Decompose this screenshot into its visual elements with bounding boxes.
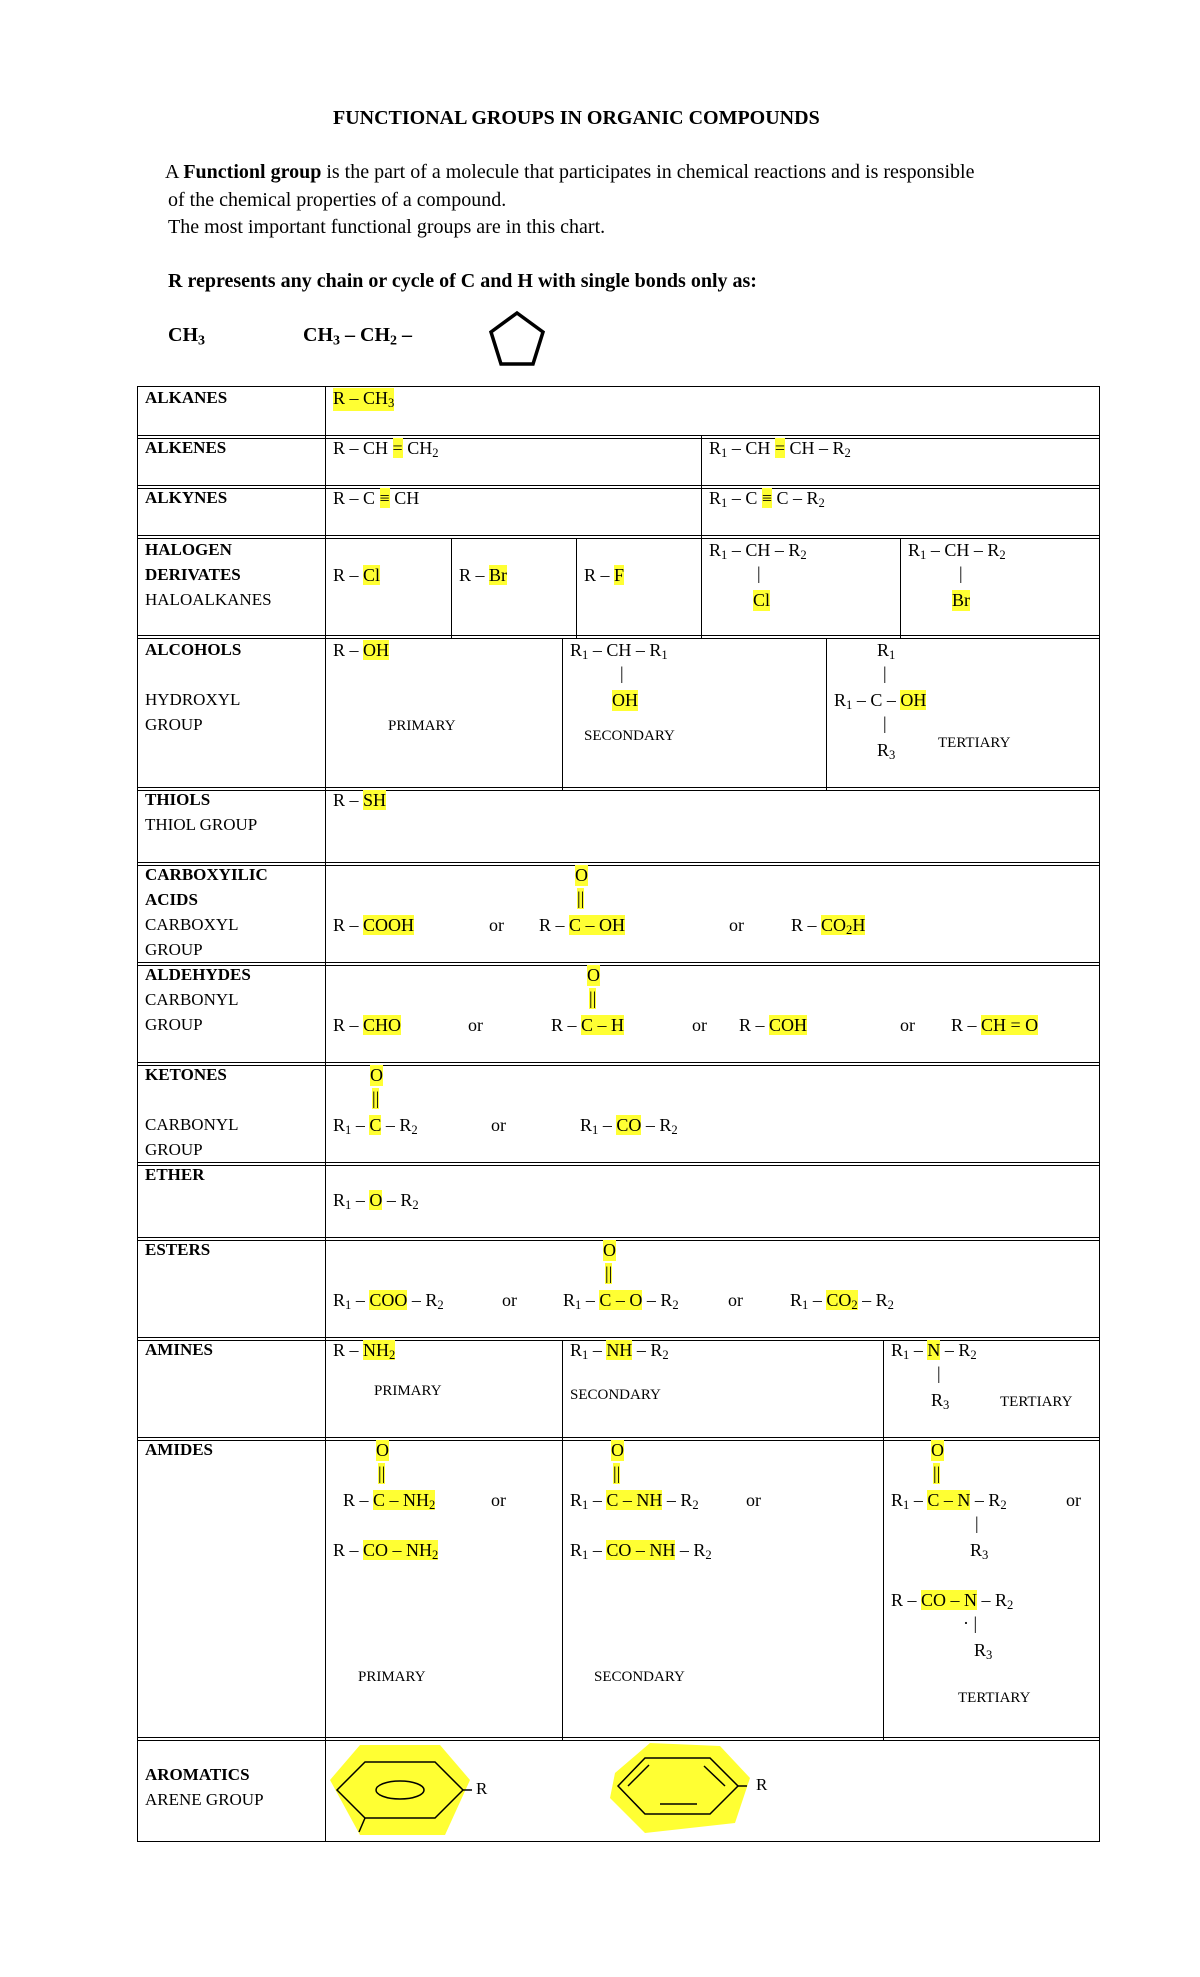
ester-o: O bbox=[603, 1240, 616, 1260]
label-esters: ESTERS bbox=[145, 1240, 211, 1259]
formula-amine-tertiary: $R_1$ – N – $R_2$ bbox=[891, 1340, 977, 1363]
alcohol-primary-label: PRIMARY bbox=[388, 718, 456, 734]
formula-amide-tertiary-2: R – CO – N – $R_2$ bbox=[891, 1590, 1014, 1613]
label-arene-group: ARENE GROUP bbox=[145, 1790, 264, 1809]
r-definition: R represents any chain or cycle of C and H with single bonds only as: bbox=[168, 270, 757, 292]
amine-primary-label: PRIMARY bbox=[374, 1383, 442, 1399]
formula-chloro-sec: $R_1$ – CH – $R_2$ bbox=[709, 540, 807, 563]
or-text: or bbox=[692, 1015, 707, 1035]
aromatic-r-2: R bbox=[756, 1775, 768, 1794]
formula-alkene-1: R – CH = $CH_2$ bbox=[333, 438, 439, 461]
label-derivates: DERIVATES bbox=[145, 565, 241, 584]
label-ketone-group: GROUP bbox=[145, 1140, 203, 1159]
formula-ether: $R_1$ – O – $R_2$ bbox=[333, 1190, 419, 1213]
label-carboxyl-group: GROUP bbox=[145, 940, 203, 959]
formula-chloro-sec-cl: Cl bbox=[753, 590, 771, 610]
label-hydroxyl: HYDROXYL bbox=[145, 690, 241, 709]
formula-ketone-1: $R_1$ – C – $R_2$ bbox=[333, 1115, 418, 1138]
label-alcohols: ALCOHOLS bbox=[145, 640, 242, 659]
label-aldehyde-group: GROUP bbox=[145, 1015, 203, 1034]
alcohol-secondary-label: SECONDARY bbox=[584, 728, 675, 744]
amide-tertiary-o: O bbox=[931, 1440, 944, 1460]
carboxylic-o: O bbox=[575, 865, 588, 885]
bond-vbar: | bbox=[757, 563, 761, 583]
label-ketones: KETONES bbox=[145, 1065, 227, 1084]
aldehyde-dbl: || bbox=[589, 988, 597, 1008]
amide-primary-label: PRIMARY bbox=[358, 1669, 426, 1685]
amide-secondary-o: O bbox=[611, 1440, 624, 1460]
formula-c-h: R – C – H bbox=[551, 1015, 625, 1035]
benzene-kekule-icon bbox=[605, 1738, 768, 1838]
formula-alkene-2: $R_1$ – CH = CH – $R_2$ bbox=[709, 438, 851, 461]
label-aromatics: AROMATICS bbox=[145, 1765, 250, 1784]
formula-alkyne-1: R – C ≡ CH bbox=[333, 488, 420, 508]
or-text: or bbox=[900, 1015, 915, 1035]
bond-vbar: | bbox=[975, 1513, 979, 1533]
or-text: or bbox=[729, 915, 744, 935]
intro-line-3: The most important functional groups are in this chart. bbox=[168, 216, 606, 238]
formula-alcohol-secondary: $R_1$ – CH – $R_1$ bbox=[570, 640, 668, 663]
label-thiol-group: THIOL GROUP bbox=[145, 815, 258, 834]
intro-line-2: of the chemical properties of a compound. bbox=[168, 189, 507, 211]
or-text: or bbox=[489, 915, 504, 935]
formula-amide-primary-2: R – CO – $NH_2$ bbox=[333, 1540, 439, 1563]
formula-ch-o: R – CH = O bbox=[951, 1015, 1039, 1035]
label-alkynes: ALKYNES bbox=[145, 488, 228, 507]
amide-tertiary-label: TERTIARY bbox=[958, 1690, 1031, 1706]
formula-alcohol-primary: R – OH bbox=[333, 640, 390, 660]
formula-amide-tertiary-1: $R_1$ – C – N – $R_2$ bbox=[891, 1490, 1007, 1513]
formula-amine-secondary: $R_1$ – NH – $R_2$ bbox=[570, 1340, 669, 1363]
bond-vbar: | bbox=[959, 563, 963, 583]
formula-alcohol-tertiary-r1-top: $R_1$ bbox=[877, 640, 896, 663]
label-ether: ETHER bbox=[145, 1165, 205, 1184]
label-amines: AMINES bbox=[145, 1340, 214, 1359]
amine-tertiary-label: TERTIARY bbox=[1000, 1394, 1073, 1410]
bond-vbar: | bbox=[620, 663, 624, 683]
bond-vbar: | bbox=[883, 663, 887, 683]
formula-amide-tertiary-r3-a: $R_3$ bbox=[970, 1540, 989, 1563]
label-carboxyl: CARBOXYL bbox=[145, 915, 239, 934]
benzene-ring-icon bbox=[325, 1740, 495, 1840]
or-text: or bbox=[1066, 1490, 1081, 1510]
formula-bromo-sec-br: Br bbox=[952, 590, 970, 610]
formula-ester-3: $R_1 - CO_2 - R_2$ bbox=[790, 1290, 894, 1313]
label-alkenes: ALKENES bbox=[145, 438, 227, 457]
aromatic-r-1: R bbox=[476, 1779, 488, 1798]
formula-alcohol-tertiary: $R_1$ – C – OH bbox=[834, 690, 927, 713]
label-aldehydes: ALDEHYDES bbox=[145, 965, 251, 984]
or-text: or bbox=[468, 1015, 483, 1035]
page-title: FUNCTIONAL GROUPS IN ORGANIC COMPOUNDS bbox=[333, 107, 820, 129]
formula-amine-tertiary-r3: $R_3$ bbox=[931, 1390, 950, 1413]
label-alkanes: ALKANES bbox=[145, 388, 228, 407]
amine-secondary-label: SECONDARY bbox=[570, 1387, 661, 1403]
amide-secondary-dbl: || bbox=[613, 1463, 621, 1483]
alcohol-tertiary-label: TERTIARY bbox=[938, 735, 1011, 751]
formula-thiol: R – SH bbox=[333, 790, 387, 810]
bond-vbar: · | bbox=[963, 1613, 978, 1633]
or-text: or bbox=[491, 1115, 506, 1135]
formula-c-oh: R – C – OH bbox=[539, 915, 626, 935]
formula-coh: R – COH bbox=[739, 1015, 808, 1035]
ester-dbl: || bbox=[605, 1263, 613, 1283]
r-example-ethyl: $CH_3 - CH_2$ – bbox=[303, 324, 412, 349]
label-halogen: HALOGEN bbox=[145, 540, 232, 559]
formula-fluoro: R – F bbox=[584, 565, 625, 585]
formula-co2h: R – $CO_2H$ bbox=[791, 915, 866, 938]
r-example-methyl: $CH_3$ bbox=[168, 324, 205, 349]
amide-secondary-label: SECONDARY bbox=[594, 1669, 685, 1685]
formula-alcohol-tertiary-r3: $R_3$ bbox=[877, 740, 896, 763]
formula-bromo-sec: $R_1$ – CH – $R_2$ bbox=[908, 540, 1006, 563]
formula-ester-2: $R_1$ – C – O – $R_2$ bbox=[563, 1290, 679, 1313]
formula-alcohol-secondary-oh: OH bbox=[612, 690, 638, 710]
amide-tertiary-dbl: || bbox=[933, 1463, 941, 1483]
formula-amide-primary-1: R – C – $NH_2$ bbox=[343, 1490, 436, 1513]
or-text: or bbox=[491, 1490, 506, 1510]
cyclopentane-icon bbox=[487, 310, 547, 370]
label-aldehyde-carbonyl: CARBONYL bbox=[145, 990, 239, 1009]
aldehyde-o: O bbox=[587, 965, 600, 985]
formula-amide-secondary-2: $R_1$ – CO – NH – $R_2$ bbox=[570, 1540, 712, 1563]
amide-primary-dbl: || bbox=[378, 1463, 386, 1483]
bond-vbar: | bbox=[937, 1363, 941, 1383]
formula-amine-primary: R – $NH_2$ bbox=[333, 1340, 396, 1363]
formula-alkyne-2: $R_1 - C \equiv C - R_2$ bbox=[709, 488, 825, 511]
formula-chloro: R – Cl bbox=[333, 565, 381, 585]
label-acids: ACIDS bbox=[145, 890, 198, 909]
formula-alkane: R – $CH_3$ bbox=[333, 388, 395, 411]
intro-line-1: A Functionl group is the part of a molecule that participates in chemical reactions and is responsible bbox=[165, 161, 975, 183]
formula-ester-1: $R_1$ – COO – $R_2$ bbox=[333, 1290, 444, 1313]
label-amides: AMIDES bbox=[145, 1440, 214, 1459]
label-thiols: THIOLS bbox=[145, 790, 211, 809]
or-text: or bbox=[746, 1490, 761, 1510]
formula-ketone-2: $R_1$ – CO – $R_2$ bbox=[580, 1115, 678, 1138]
ketone-dbl: || bbox=[372, 1088, 380, 1108]
label-haloalkanes: HALOALKANES bbox=[145, 590, 272, 609]
formula-bromo: R – Br bbox=[459, 565, 508, 585]
amide-primary-o: O bbox=[376, 1440, 389, 1460]
label-ketone-carbonyl: CARBONYL bbox=[145, 1115, 239, 1134]
carboxylic-dbl: || bbox=[577, 888, 585, 908]
bond-vbar: | bbox=[883, 713, 887, 733]
label-hydroxyl-group: GROUP bbox=[145, 715, 203, 734]
formula-cooh: R – COOH bbox=[333, 915, 415, 935]
or-text: or bbox=[728, 1290, 743, 1310]
or-text: or bbox=[502, 1290, 517, 1310]
label-carboxyilic: CARBOXYILIC bbox=[145, 865, 268, 884]
ketone-o: O bbox=[370, 1065, 383, 1085]
formula-amide-secondary-1: $R_1$ – C – NH – $R_2$ bbox=[570, 1490, 699, 1513]
formula-amide-tertiary-r3-b: $R_3$ bbox=[974, 1640, 993, 1663]
formula-cho: R – CHO bbox=[333, 1015, 402, 1035]
